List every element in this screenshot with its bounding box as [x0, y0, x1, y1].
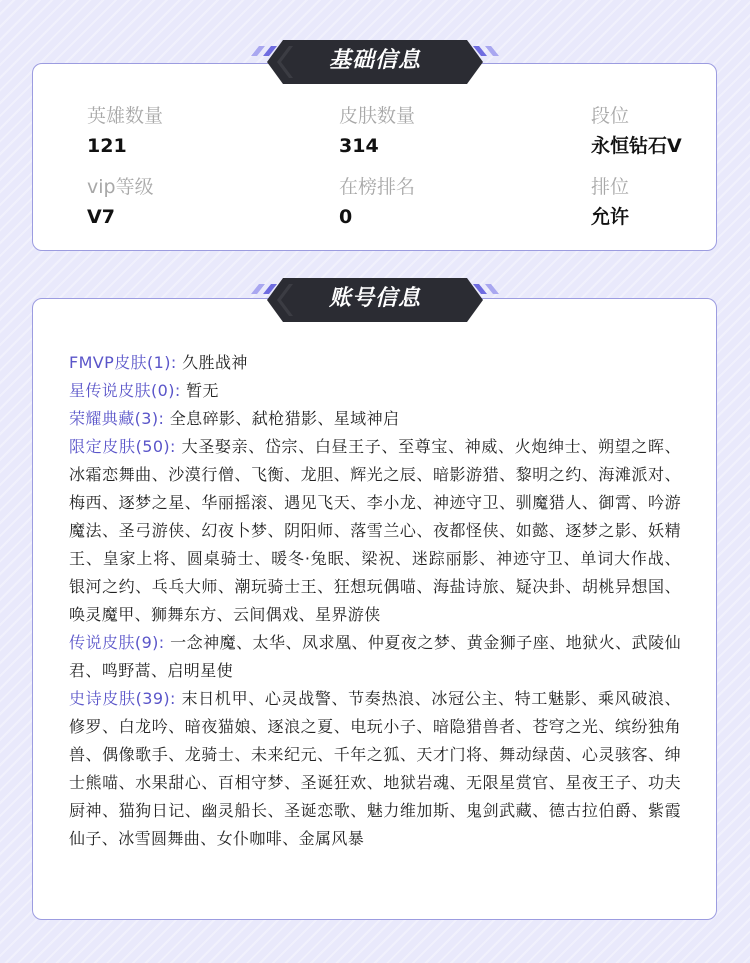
- category-items: 暂无: [186, 381, 219, 400]
- stat-label: 皮肤数量: [339, 105, 416, 127]
- skin-category-limited: [69, 433, 681, 629]
- category-label: 限定皮肤(50):: [69, 437, 176, 456]
- stat-rank-tier: [591, 104, 682, 158]
- skin-category-glory-collection: [69, 405, 681, 433]
- category-items: 末日机甲、心灵战警、节奏热浪、冰冠公主、特工魅影、乘风破浪、修罗、白龙吟、暗夜猫娘、逐浪之夏、电玩小子、暗隐猎兽者、苍穹之光、缤纷独角兽、偶像歌手、龙骑士、未来纪元、千年之狐、天才门将、舞动绿茵、心灵骇客、绅士熊喵、水果甜心、百相守梦、圣诞狂欢、地狱岩魂、无限星赏官、星夜王子、功夫厨神、猫狗日记、幽灵船长、圣诞恋歌、魅力维加斯、鬼剑武藏、德古拉伯爵、紫霞仙子、冰雪圆舞曲、女仆咖啡、金属风暴: [69, 689, 681, 848]
- category-label: 史诗皮肤(39):: [69, 689, 176, 708]
- basic-info-card: [32, 63, 717, 251]
- stat-label: vip等级: [87, 176, 154, 198]
- skin-category-star-legend: [69, 377, 681, 405]
- skin-category-fmvp: [69, 349, 681, 377]
- stat-value: 314: [339, 135, 379, 157]
- category-items: 久胜战神: [182, 353, 248, 372]
- stat-value: 121: [87, 135, 127, 157]
- basic-info-banner: [247, 38, 503, 86]
- skin-category-epic: [69, 685, 681, 853]
- stat-ranked-allowed: [591, 175, 629, 229]
- skin-list: [69, 349, 681, 853]
- stat-label: 段位: [591, 105, 630, 127]
- stat-label: 排位: [591, 176, 630, 198]
- stat-leaderboard-rank: [339, 175, 415, 229]
- stat-label: 在榜排名: [339, 176, 416, 198]
- category-items: 一念神魔、太华、凤求凰、仲夏夜之梦、黄金狮子座、地狱火、武陵仙君、鸣野蒿、启明星使: [69, 633, 681, 680]
- stat-value: 允许: [591, 206, 630, 228]
- stat-hero-count: [87, 104, 163, 158]
- category-items: 全息碎影、弑枪猎影、星域神启: [169, 409, 400, 428]
- category-items: 大圣娶亲、岱宗、白昼王子、至尊宝、神威、火炮绅士、朔望之晖、冰霜恋舞曲、沙漠行僧、飞衡、龙胆、辉光之辰、暗影游猎、黎明之约、海滩派对、梅西、逐梦之星、华丽摇滚、遇见飞天、李小龙、神迹守卫、驯魔猎人、御霄、吟游魔法、圣弓游侠、幻夜卜梦、阴阳师、落雪兰心、夜都怪侠、如懿、逐梦之影、妖精王、皇家上将、圆桌骑士、暖冬·兔眠、梁祝、迷踪丽影、神迹守卫、单词大作战、银河之约、乓乓大师、潮玩骑士王、狂想玩偶喵、海盐诗旅、疑决卦、胡桃异想国、唤灵魔甲、狮舞东方、云间偶戏、星界游侠: [69, 437, 681, 624]
- category-label: 传说皮肤(9):: [69, 633, 165, 652]
- category-label: 荣耀典藏(3):: [69, 409, 165, 428]
- account-info-banner: [247, 276, 503, 324]
- stat-value: 永恒钻石V: [591, 135, 682, 157]
- banner-title: 基础信息: [328, 48, 421, 73]
- stat-skin-count: [339, 104, 415, 158]
- stat-value: 0: [339, 206, 353, 228]
- stat-label: 英雄数量: [87, 105, 164, 127]
- banner-title: 账号信息: [328, 286, 421, 311]
- skin-category-legend: [69, 629, 681, 685]
- category-label: FMVP皮肤(1):: [69, 353, 177, 372]
- stat-value: V7: [87, 206, 115, 228]
- stat-vip-level: [87, 175, 154, 229]
- account-info-card: [32, 298, 717, 920]
- category-label: 星传说皮肤(0):: [69, 381, 181, 400]
